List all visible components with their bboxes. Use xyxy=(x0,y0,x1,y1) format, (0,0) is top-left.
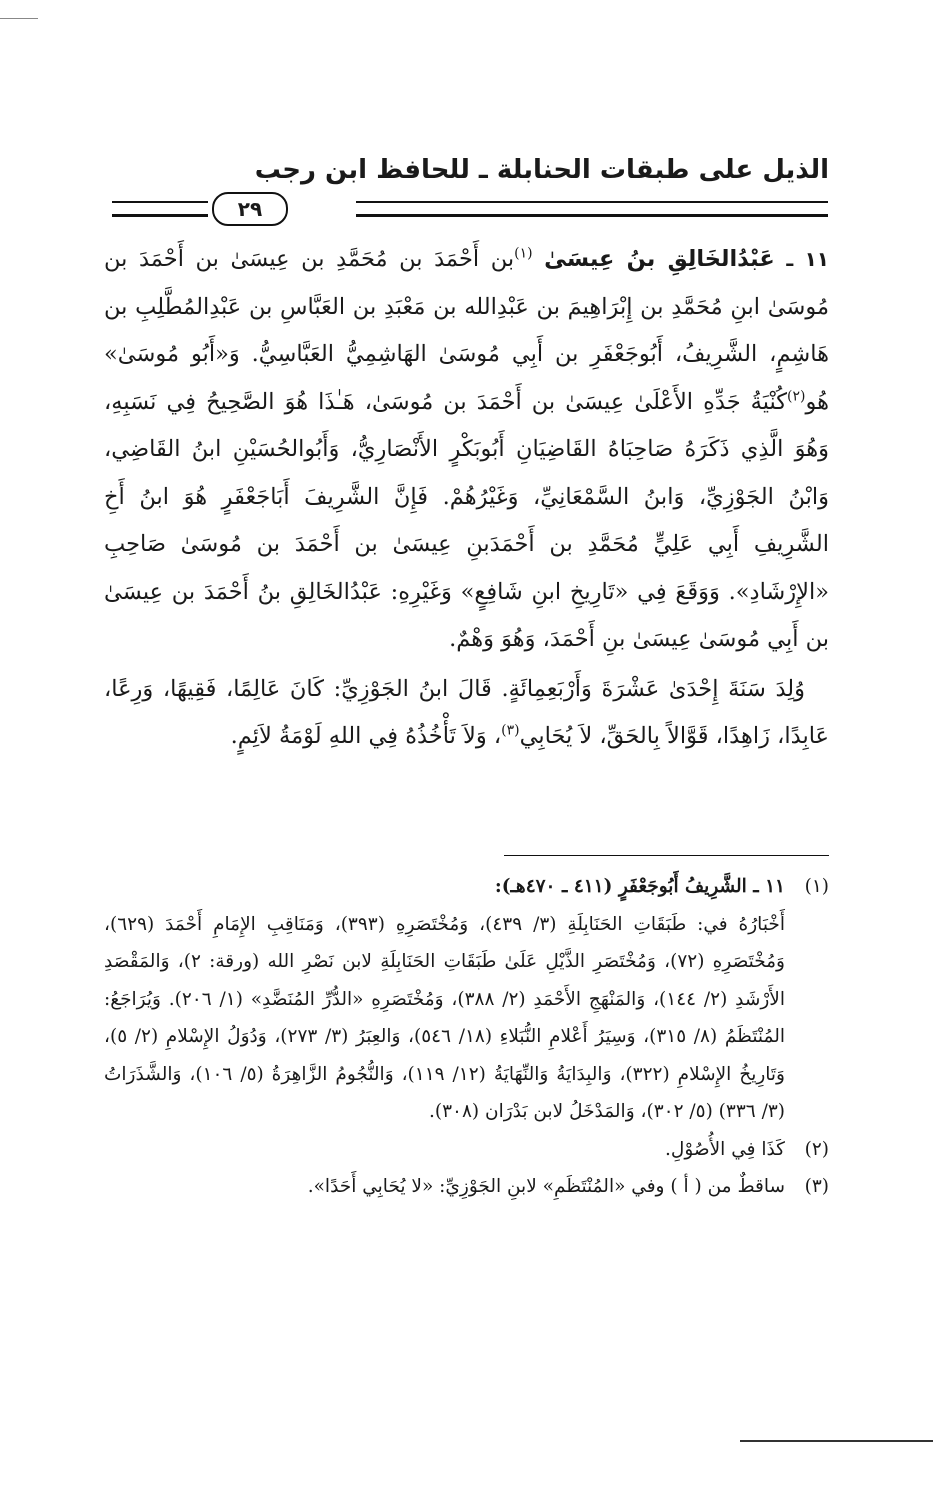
entry-paragraph xyxy=(104,666,829,761)
footnotes xyxy=(104,868,829,1206)
footnote-text: أَخْبَارُهُ في: طَبَقَاتِ الحَنَابِلَةِ (٣/ ٤٣٩)، وَمُخْتَصَرِهِ (٣٩٣)، وَمَنَاقِبِ الإِمَامِ أَحْمَدَ (٦٢٩)، وَمُخْتَصَرِهِ (٧٢)، وَمُخْتَصَرِ الذَّيْلِ عَلَىٰ طَبَقَاتِ الحَنَابِلَةِ لابن نَصْرِ الله (ورقة: ٢)، وَالمَقْصَدِ الأَرْشَدِ (٢/ ١٤٤)، وَالمَنْهَجِ الأَحْمَدِ (٢/ ٣٨٨)، وَمُخْتَصَرِهِ «الدُّرِّ المُنَضَّدِ» (١/ ٢٠٦). وَيُرَاجَعُ: المُنْتَظَمُ (٨/ ٣١٥)، وَسِيَرُ أَعْلامِ النُّبَلاءِ (١٨/ ٥٤٦)، وَالعِبَرُ (٣/ ٢٧٣)، وَدُوَلُ الإِسْلامِ (٢/ ٥)، وَتَارِيخُ الإِسْلامِ (٣٢٢)، وَالبِدَايَةُ وَالنِّهَايَةُ (١٢/ ١١٩)، وَالنُّجُومُ الزَّاهِرَةُ (٥/ ١٠٦)، وَالشَّذَرَاتُ (٣/ ٣٣٦) (٥/ ٣٠٢)، وَالمَدْخَلُ لابن بَدْرَان (٣٠٨). xyxy=(104,913,785,1122)
footnote-heading: ١١ ـ الشَّرِيفُ أَبُوجَعْفَرٍ (٤١١ ـ ٤٧٠هـ): xyxy=(494,876,785,897)
page-number: ٢٩ xyxy=(212,192,288,226)
header-rule-line xyxy=(356,214,828,217)
header-rule-line xyxy=(112,201,208,203)
entry-text: بن أَحْمَدَ بن مُحَمَّدِ بن عِيسَىٰ بن أَحْمَدَ بن مُوسَىٰ ابنِ مُحَمَّدِ بن إِبْرَاهِيمَ بن عَبْدِالله بن مَعْبَدِ بن العَبَّاسِ بن عَبْدِالمُطَّلِبِ بن هَاشِمٍ، الشَّرِيفُ، أَبُوجَعْفَرِ بن أَبِي مُوسَىٰ الهَاشِمِيُّ العَبَّاسِيُّ. وَ«أَبُو مُوسَىٰ» هُو xyxy=(104,246,829,415)
footnote-ref: (٢) xyxy=(787,388,806,404)
footnote xyxy=(104,1131,829,1169)
footnote-number: (٣) xyxy=(804,1176,829,1197)
entry-number: ١١ ـ xyxy=(786,247,829,271)
footnote-number: (١) xyxy=(804,876,829,897)
footnote-number: (٢) xyxy=(804,1138,829,1160)
header-rule-line xyxy=(356,201,828,203)
corner-mark-line xyxy=(0,18,38,19)
main-body xyxy=(104,236,829,761)
footnote-separator xyxy=(504,855,829,856)
entry-text: وُلِدَ سَنَةَ إِحْدَىٰ عَشْرَةَ وَأَرْبَعِمِائَةٍ. قَالَ ابنُ الجَوْزِيِّ: كَانَ عَالِمًا، فَقِيهًا، وَرِعًا، عَابِدًا، زَاهِدًا، قَوَّالاً بِالحَقِّ، لاَ يُحَابِي xyxy=(104,675,829,749)
bottom-mark-line xyxy=(740,1440,933,1442)
header-rule xyxy=(112,192,828,228)
entry-name: عَبْدُالخَالِقِ بنُ عِيسَىٰ xyxy=(544,246,775,272)
footnote-ref: (٣) xyxy=(501,722,520,739)
footnote-text: كَذَا فِي الأُصُوْلِ. xyxy=(665,1138,785,1160)
header-rule-line xyxy=(112,214,208,217)
footnote-text: ساقطٌ من ( أ ) وفي «المُنْتَظَمِ» لابنِ الجَوْزِيِّ: «لا يُحَابِي أَحَدًا». xyxy=(307,1176,785,1197)
entry-text: كُنْيَةُ جَدِّهِ الأَعْلَىٰ عِيسَىٰ بن أَحْمَدَ بن مُوسَىٰ، هَـٰذَا هُوَ الصَّحِيحُ فِي نَسَبِهِ، وَهُوَ الَّذِي ذَكَرَهُ صَاحِبَاهُ القَاضِيَانِ أَبُوبَكْرٍ الأَنْصَارِيُّ، وَأَبُوالحُسَيْنِ ابنُ القَاضِي، وَابْنُ الجَوْزِيِّ، وَابنُ السَّمْعَانِيِّ، وَغَيْرُهُمْ. فَإِنَّ الشَّرِيفَ أَبَاجَعْفَرٍ هُوَ ابنُ أَخِ الشَّرِيفِ أَبِي عَلِيٍّ مُحَمَّدِ بن أَحْمَدَبنِ عِيسَىٰ بن أَحْمَدَ بن مُوسَىٰ صَاحِبِ «الإِرْشَادِ». وَوَقَعَ فِي «تَارِيخِ ابنِ شَافِعٍ» وَغَيْرِهِ: عَبْدُالخَالِقِ بنُ أَحْمَدَ بن عِيسَىٰ بن أَبِي مُوسَىٰ عِيسَىٰ بنِ أَحْمَدَ، وَهُوَ وَهْمٌ. xyxy=(104,388,829,652)
running-header: الذيل على طبقات الحنابلة ـ للحافظ ابن رجب xyxy=(254,155,829,185)
footnote-ref: (١) xyxy=(514,245,533,262)
entry-paragraph xyxy=(104,236,829,664)
entry-text: ، وَلاَ تَأْخُذُهُ فِي اللهِ لَوْمَةُ لاَئِمٍ. xyxy=(230,723,502,749)
footnote xyxy=(104,1168,829,1206)
footnote xyxy=(104,868,829,1131)
